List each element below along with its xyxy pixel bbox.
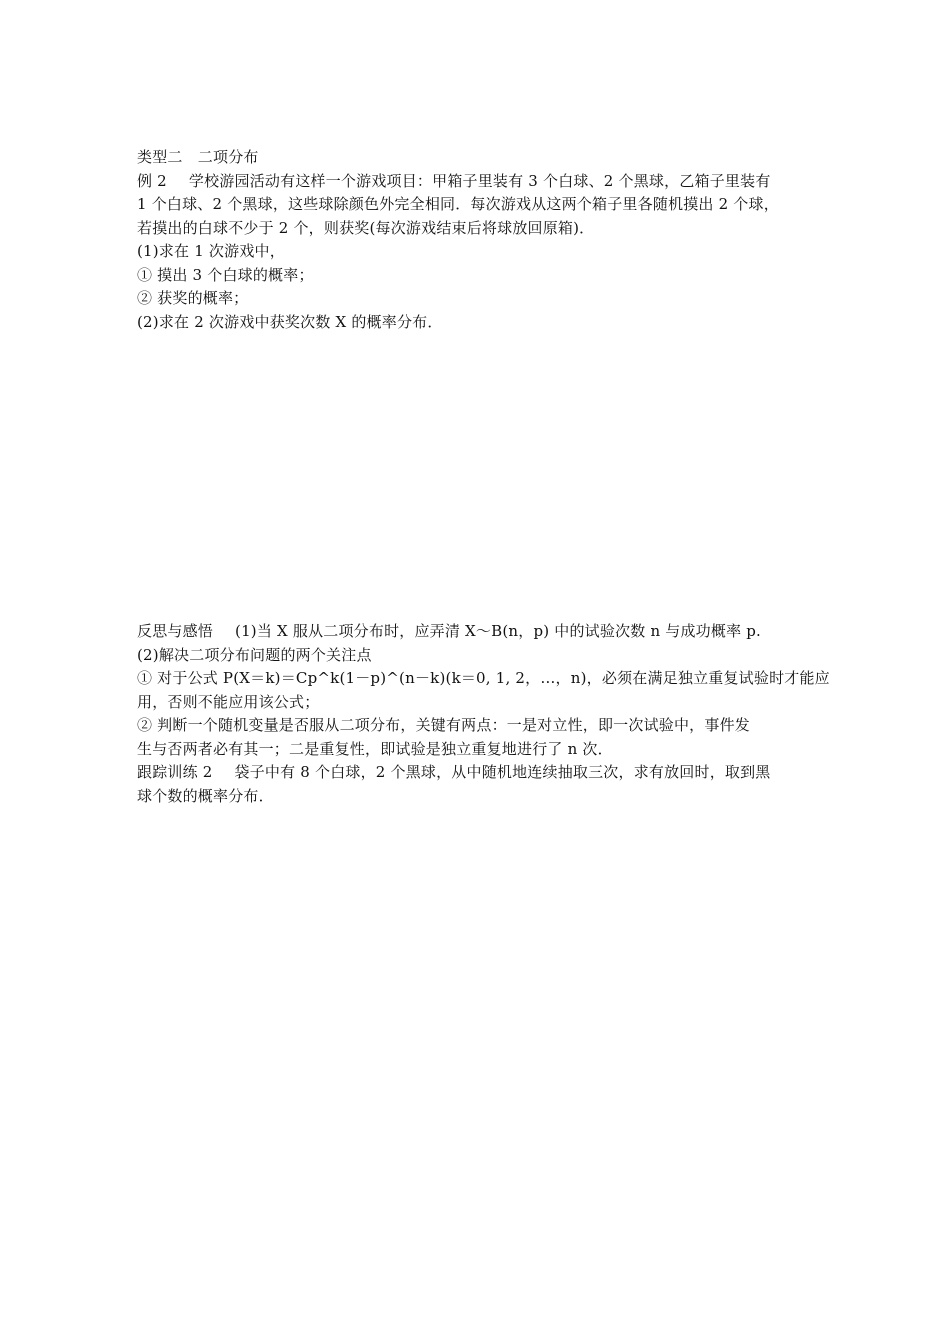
point-2-text-2: 生与否两者必有其一；二是重复性，即试验是独立重复地进行了 n 次．	[137, 739, 613, 758]
question-1b: ② 获奖的概率；	[137, 289, 249, 307]
question-2: (2)求在 2 次游戏中获奖次数 X 的概率分布．	[137, 312, 443, 331]
example-text-3: 若摸出的白球不少于 2 个，则获奖(每次游戏结束后将球放回原箱)．	[137, 218, 595, 237]
practice-text-2: 球个数的概率分布．	[137, 786, 274, 805]
point-1-text-1: ① 对于公式 P(X＝k)＝Cp^k(1－p)^(n－k)(k＝0, 1, 2，…，n)，必须在满足独立重复试验时才能应	[137, 669, 830, 687]
section-title: 类型二 二项分布	[137, 148, 259, 166]
example-label: 例 2	[137, 171, 167, 190]
example-text-1: 学校游园活动有这样一个游戏项目：甲箱子里装有 3 个白球、2 个黑球，乙箱子里装有	[188, 171, 771, 190]
point-2-text-1: ② 判断一个随机变量是否服从二项分布，关键有两点：一是对立性，即一次试验中，事件发	[137, 716, 750, 734]
point-1-text-2: 用，否则不能应用该公式；	[137, 692, 320, 711]
reflection-line-1	[137, 620, 827, 644]
practice-text-1: 袋子中有 8 个白球，2 个黑球，从中随机地连续抽取三次，求有放回时，取到黑	[234, 763, 771, 781]
reflection-section	[137, 620, 830, 808]
question-1: (1)求在 1 次游戏中，	[137, 242, 285, 260]
example-line-1	[137, 170, 827, 194]
practice-label: 跟踪训练 2	[137, 763, 213, 781]
example-text-2: 1 个白球、2 个黑球，这些球除颜色外完全相同．每次游戏从这两个箱子里各随机摸出 2 个球，	[137, 195, 779, 213]
reflection-text-2: (2)解决二项分布问题的两个关注点	[137, 645, 372, 664]
example-section	[137, 146, 827, 334]
reflection-label: 反思与感悟	[137, 622, 214, 640]
reflection-text-1: (1)当 X 服从二项分布时，应弄清 X～B(n，p) 中的试验次数 n 与成功概率 p.	[235, 622, 762, 640]
question-1a: ① 摸出 3 个白球的概率；	[137, 265, 314, 284]
practice-line-1	[137, 761, 827, 785]
